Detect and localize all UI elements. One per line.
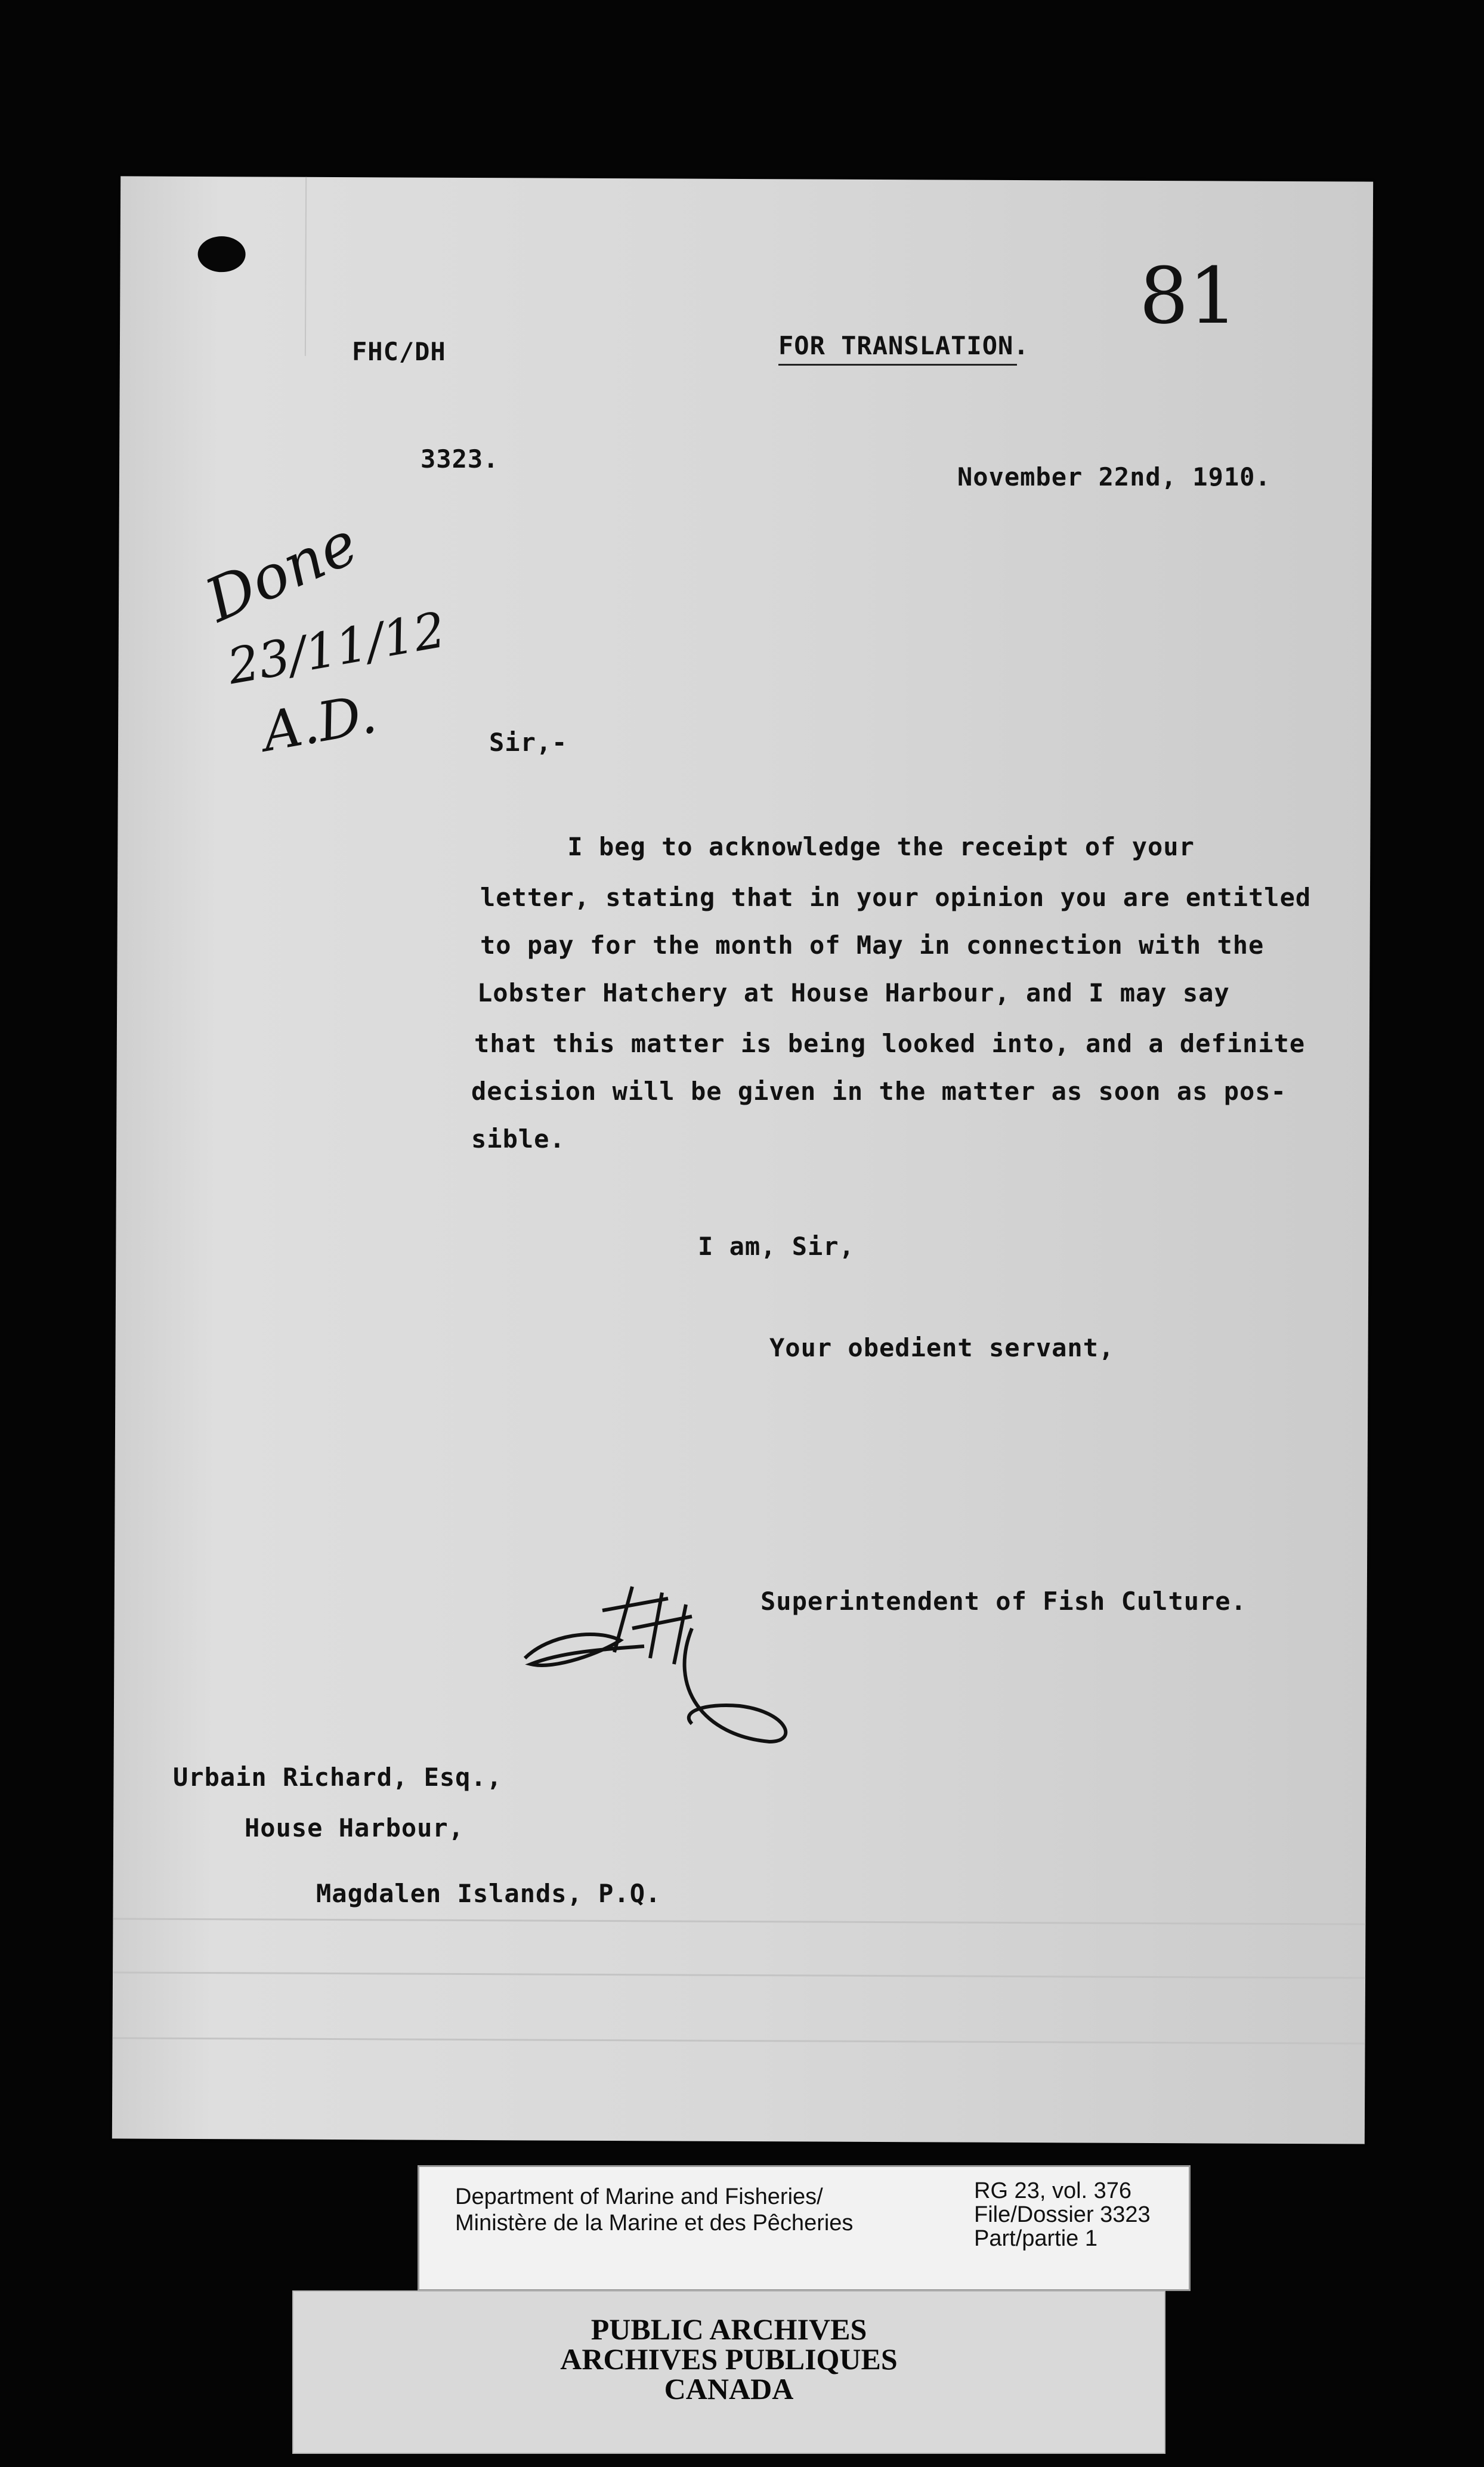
archive-stamp xyxy=(292,2290,1165,2454)
archive-reference-tag xyxy=(418,2165,1191,2291)
page-number-handwritten: 81 xyxy=(1139,251,1238,341)
salutation: Sir,- xyxy=(489,728,568,757)
file-number: 3323. xyxy=(421,444,499,474)
annotation-initials: A.D. xyxy=(258,682,381,764)
closing-servant: Your obedient servant, xyxy=(769,1333,1115,1362)
heading-underline xyxy=(778,364,1017,366)
punch-hole xyxy=(197,236,245,272)
department-english: Department of Marine and Fisheries/ xyxy=(455,2184,823,2209)
paper-streak xyxy=(113,1918,1365,1925)
signature-mark xyxy=(513,1569,799,1766)
annotation-date: 23/11/12 xyxy=(223,601,450,696)
file-dossier: File/Dossier 3323 xyxy=(974,2202,1151,2227)
paper-streak xyxy=(113,1971,1365,1978)
body-line: I beg to acknowledge the receipt of your xyxy=(489,832,1195,861)
addressee-name: Urbain Richard, Esq., xyxy=(173,1763,503,1792)
paper-streak xyxy=(113,2037,1365,2044)
translation-heading: FOR TRANSLATION. xyxy=(778,331,1029,360)
body-line: decision will be given in the matter as soon as pos- xyxy=(471,1077,1287,1106)
part-number: Part/partie 1 xyxy=(974,2226,1097,2251)
paper-fold xyxy=(305,177,307,356)
department-french: Ministère de la Marine et des Pêcheries xyxy=(455,2211,854,2236)
stamp-line-1: PUBLIC ARCHIVES xyxy=(590,2313,867,2346)
closing-line: I am, Sir, xyxy=(698,1232,855,1261)
annotation-done: Done xyxy=(195,508,368,636)
stamp-line-2: ARCHIVES PUBLIQUES xyxy=(560,2342,898,2376)
body-line: letter, stating that in your opinion you are entitled xyxy=(480,883,1312,912)
body-line: to pay for the month of May in connection with the xyxy=(480,930,1265,960)
body-line: sible. xyxy=(471,1124,565,1154)
body-line: that this matter is being looked into, and a definite xyxy=(474,1029,1306,1058)
addressee-line2: House Harbour, xyxy=(245,1813,465,1842)
reference-code: FHC/DH xyxy=(352,337,446,366)
body-line: Lobster Hatchery at House Harbour, and I may say xyxy=(477,978,1230,1007)
stamp-line-3: CANADA xyxy=(664,2372,794,2406)
letter-date: November 22nd, 1910. xyxy=(957,462,1271,491)
signature-title: Superintendent of Fish Culture. xyxy=(760,1587,1247,1616)
addressee-line3: Magdalen Islands, P.Q. xyxy=(316,1879,661,1908)
record-group: RG 23, vol. 376 xyxy=(974,2178,1132,2203)
